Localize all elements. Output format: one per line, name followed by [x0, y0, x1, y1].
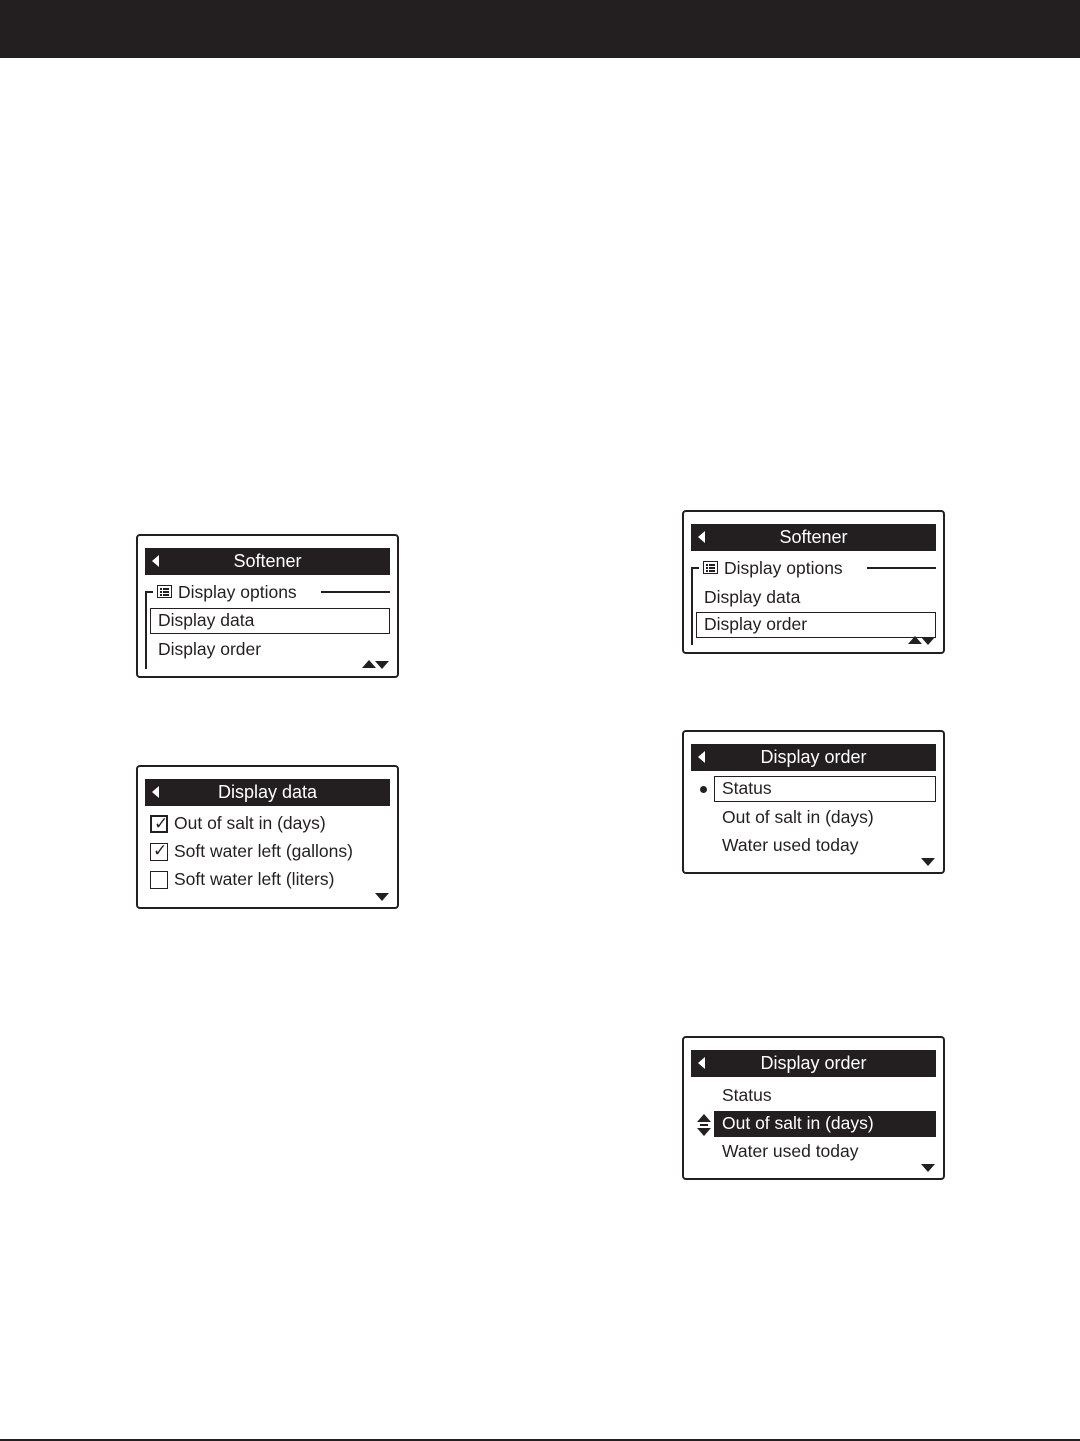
scroll-down-icon[interactable] [921, 858, 935, 866]
move-up-down-icon[interactable] [697, 1114, 713, 1136]
menu-item-display-order[interactable]: Display order [696, 612, 936, 638]
scroll-down-icon[interactable] [921, 637, 935, 645]
order-item-water-used[interactable]: Water used today [722, 1141, 859, 1161]
bullet-icon [700, 786, 707, 793]
scroll-up-icon[interactable] [908, 636, 922, 644]
checkbox-item[interactable]: ✓ Out of salt in (days) [145, 811, 390, 837]
checkbox-icon[interactable] [150, 871, 168, 889]
scroll-down-icon[interactable] [921, 1164, 935, 1172]
section-header [691, 556, 936, 581]
scroll-down-icon[interactable] [375, 893, 389, 901]
back-arrow-icon[interactable] [152, 786, 159, 798]
scroll-up-icon[interactable] [362, 660, 376, 668]
screen-title: Display data [217, 782, 318, 802]
order-item-status[interactable]: Status [722, 1085, 772, 1105]
back-arrow-icon[interactable] [698, 751, 705, 763]
screen-title: Softener [233, 551, 302, 571]
title-bar [691, 1050, 936, 1077]
back-arrow-icon[interactable] [698, 531, 705, 543]
order-item-out-of-salt[interactable]: Out of salt in (days) [714, 1111, 936, 1137]
list-icon [157, 585, 172, 598]
title-bar [145, 779, 390, 806]
screen-softener-1 [136, 534, 399, 678]
checkbox-item[interactable]: Soft water left (liters) [145, 867, 390, 893]
order-item-water-used[interactable]: Water used today [722, 835, 859, 855]
back-arrow-icon[interactable] [698, 1057, 705, 1069]
title-bar [145, 548, 390, 575]
list-icon [703, 561, 718, 574]
section-header [145, 580, 390, 605]
screen-display-data [136, 765, 399, 909]
menu-item-display-data[interactable]: Display data [704, 587, 801, 607]
checkbox-item[interactable]: ✓ Soft water left (gallons) [145, 839, 390, 865]
menu-item-display-data[interactable]: Display data [150, 608, 390, 634]
scroll-down-icon[interactable] [375, 661, 389, 669]
screen-title: Display order [760, 1053, 867, 1073]
screen-title: Softener [779, 527, 848, 547]
checkbox-icon[interactable]: ✓ [150, 843, 168, 861]
order-item-out-of-salt[interactable]: Out of salt in (days) [722, 807, 874, 827]
checkbox-icon[interactable]: ✓ [150, 815, 168, 833]
order-item-status[interactable]: Status [714, 776, 936, 802]
title-bar [691, 524, 936, 551]
back-arrow-icon[interactable] [152, 555, 159, 567]
screen-title: Display order [760, 747, 867, 767]
screen-softener-2 [682, 510, 945, 654]
section-label: Display options [178, 580, 303, 604]
menu-item-display-order[interactable]: Display order [158, 639, 262, 659]
screen-display-order-2 [682, 1036, 945, 1180]
section-label: Display options [724, 556, 849, 580]
screen-display-order-1 [682, 730, 945, 874]
title-bar [691, 744, 936, 771]
header-band [0, 0, 1080, 58]
